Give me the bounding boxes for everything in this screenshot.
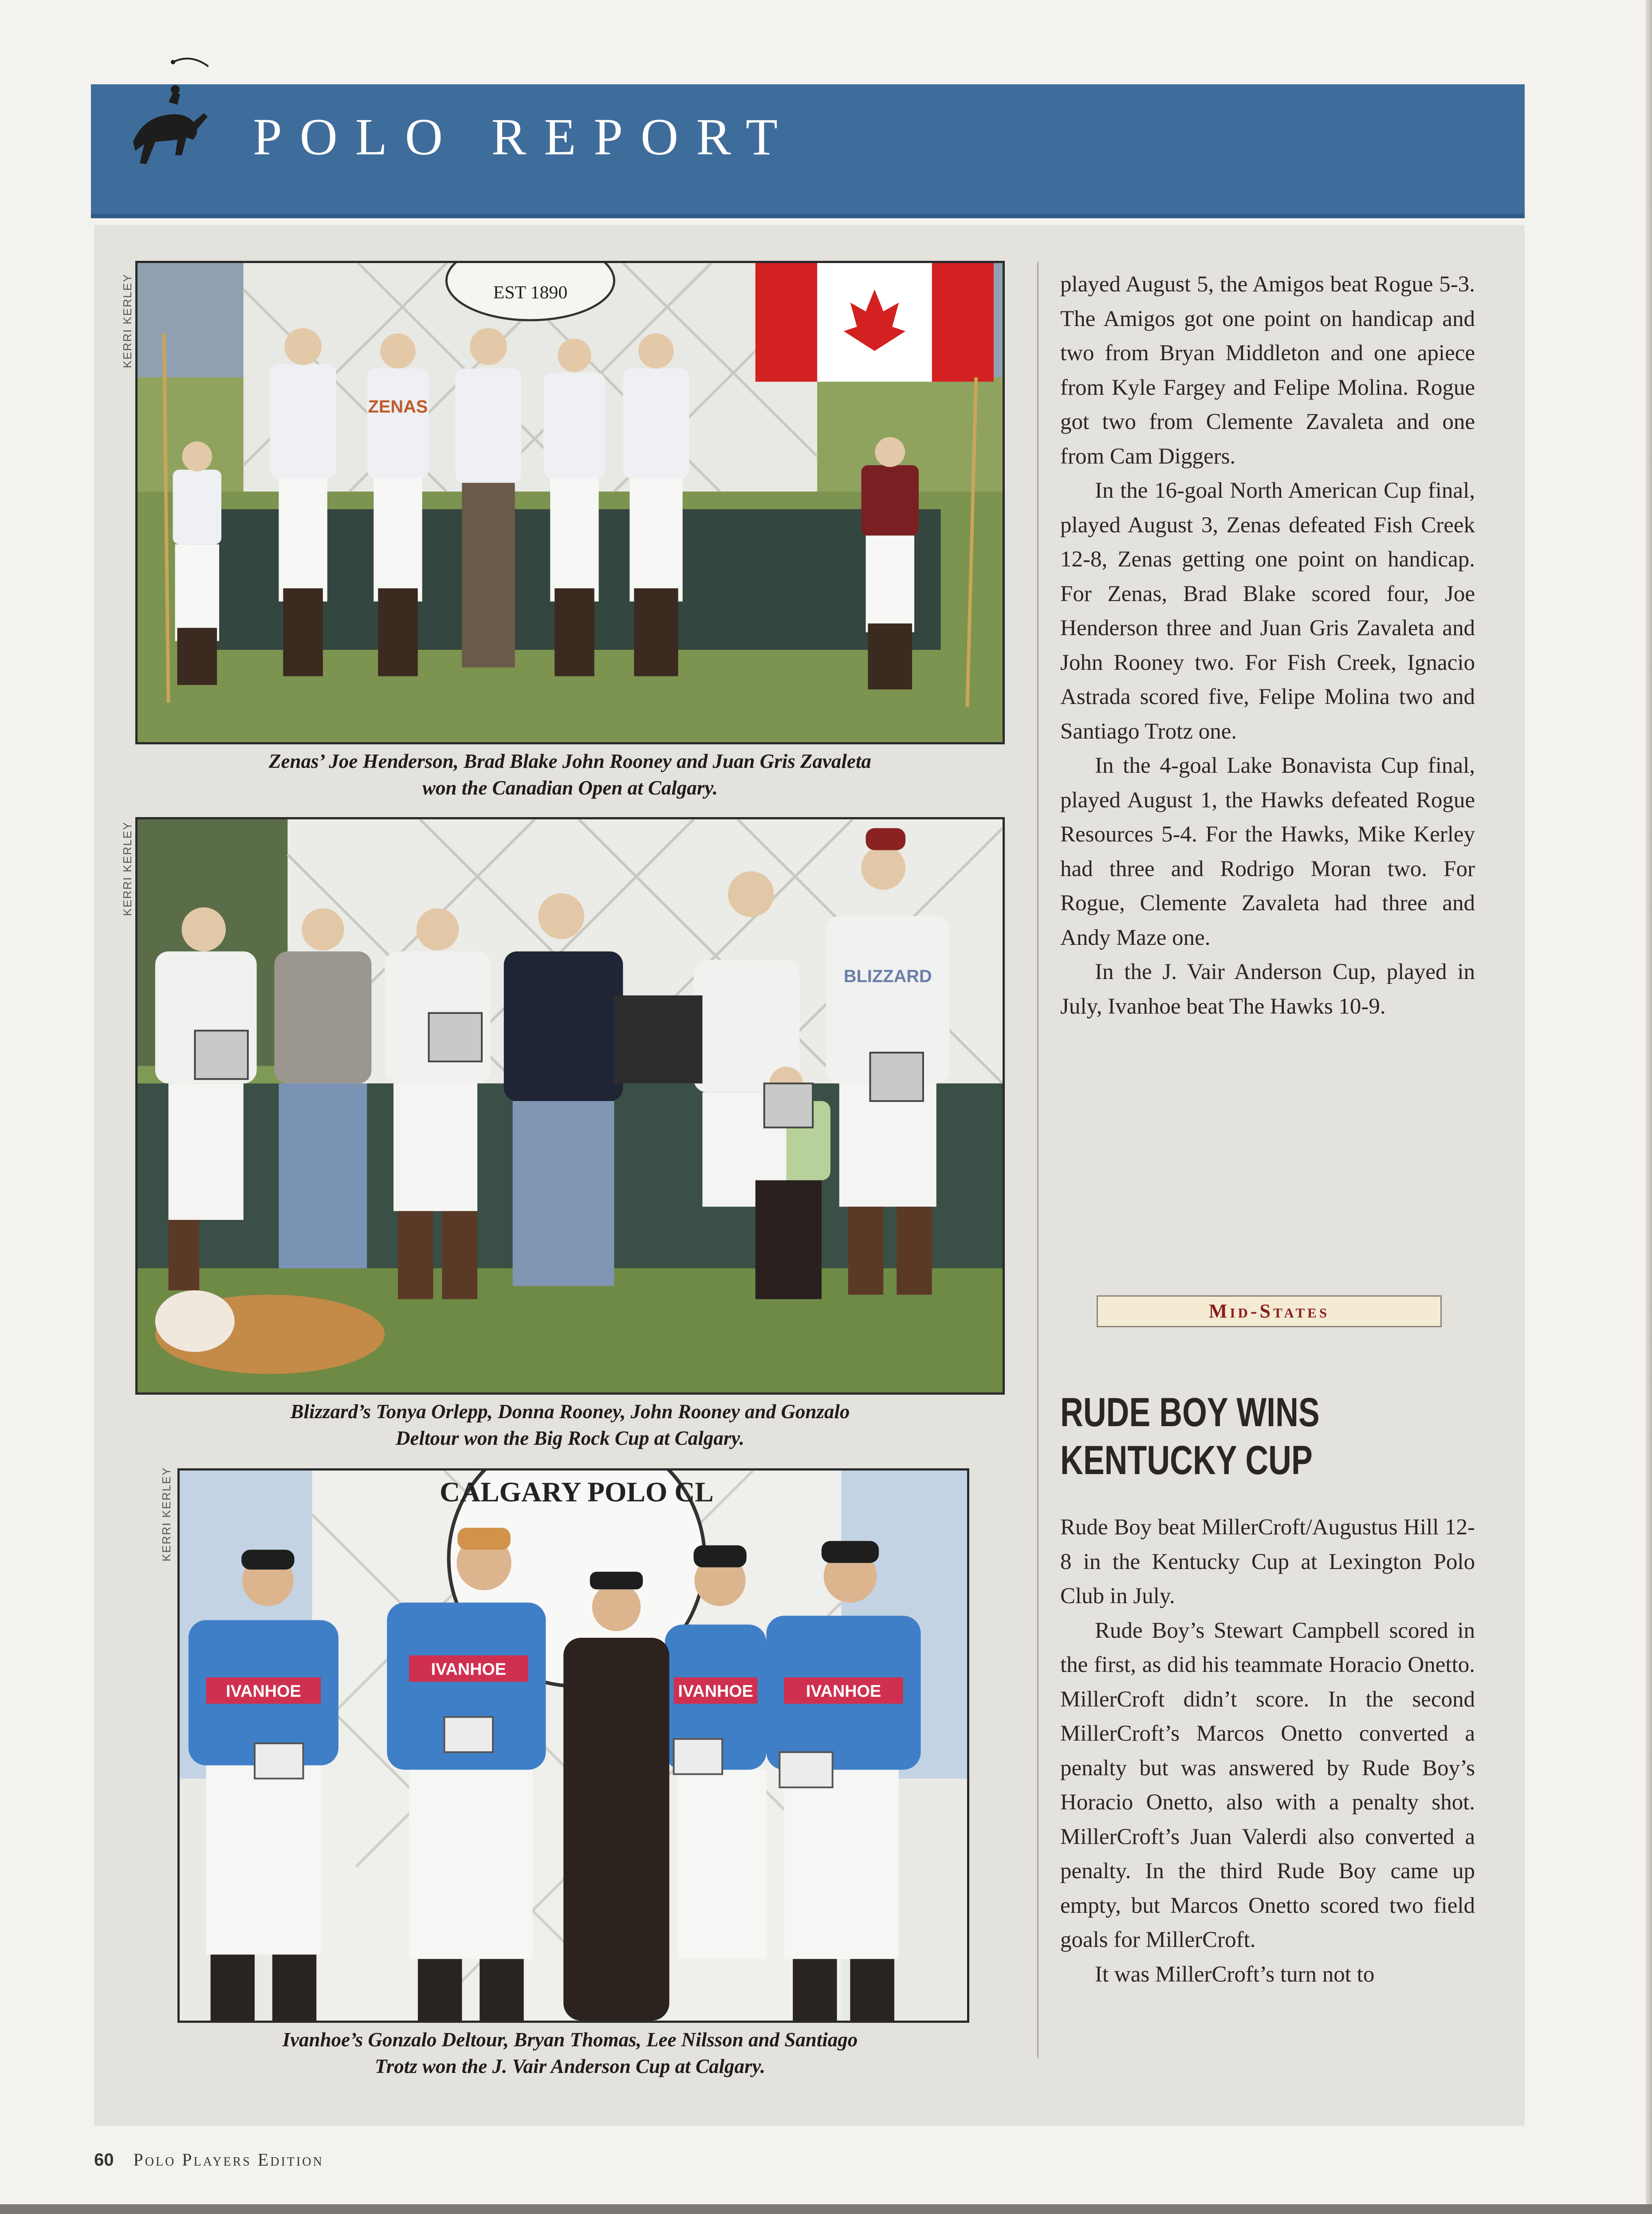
paragraph: In the J. Vair Anderson Cup, played in July, Ivanhoe beat The Hawks 10-9. [1060, 960, 1475, 1019]
paragraph: Rude Boy’s Stewart Campbell scored in the first, as did his teammate Horacio Onetto. MillerCroft didn’t score. In the second MillerCroft’s Marcos Onetto converted a penalty but was answered by Rude Boy’s Horacio Onetto, also with a penalty shot. MillerCroft’s Juan Valerdi also converted a penalty. In the third Rude Boy came up empty, but Marcos Onetto scored two field goals for MillerCroft. [1060, 1618, 1475, 1952]
page-edge [1646, 0, 1652, 2214]
photo-caption: Zenas’ Joe Henderson, Brad Blake John Rooney and Juan Gris Zavaleta won the Canadian Open at Calgary. [269, 750, 871, 799]
sign-text: EST 1890 [493, 282, 568, 303]
sign-text: CALGARY POLO CL [440, 1476, 714, 1508]
publication-name: Polo Players Edition [133, 2150, 324, 2170]
article-body [1060, 1510, 1475, 1992]
paragraph: Rude Boy beat MillerCroft/Augustus Hill 12-8 in the Kentucky Cup at Lexington Polo Club in July. [1060, 1515, 1475, 1608]
article-continued [1060, 267, 1475, 1024]
jersey-text: IVANHOE [678, 1681, 753, 1700]
photo-credit: KERRI KERLEY [160, 1467, 173, 1561]
photo-credit: KERRI KERLEY [121, 273, 134, 368]
paragraph: It was MillerCroft’s turn not to [1095, 1962, 1375, 1987]
jersey-text: ZENAS [368, 397, 428, 417]
jersey-text: BLIZZARD [843, 967, 932, 987]
jersey-text: IVANHOE [226, 1681, 301, 1700]
region-label: Mid-States [1097, 1295, 1442, 1327]
page-footer [94, 2149, 324, 2170]
paragraph: In the 4-goal Lake Bonavista Cup final, played August 1, the Hawks defeated Rogue Resources 5-4. For the Hawks, Mike Kerley had three and Rodrigo Moran two. For Rogue, Clemente Zavaleta had three and Andy Maze one. [1060, 753, 1475, 950]
photo-zenas-team [135, 261, 1005, 744]
jersey-text: IVANHOE [806, 1681, 881, 1700]
photo-credit: KERRI KERLEY [121, 821, 134, 916]
photo-caption: Blizzard’s Tonya Orlepp, Donna Rooney, John Rooney and Gonzalo Deltour won the Big Rock Cup at Calgary. [290, 1400, 850, 1449]
polo-horse-rider-icon [120, 49, 208, 191]
paragraph: In the 16-goal North American Cup final, played August 3, Zenas defeated Fish Creek 12-8, Zenas getting one point on handicap. For Zenas, Brad Blake scored four, Joe Henderson three and Juan Gris Zavaleta and John Rooney two. For Fish Creek, Ignacio Astrada scored five, Felipe Molina two and Santiago Trotz one. [1060, 478, 1475, 744]
section-title: POLO REPORT [253, 108, 795, 166]
paragraph: played August 5, the Amigos beat Rogue 5-3. The Amigos got one point on handicap and two from Bryan Middleton and one apiece from Kyle Fargey and Felipe Molina. Rogue got two from Clemente Zavaleta and one from Cam Diggers. [1060, 272, 1475, 469]
jersey-text: IVANHOE [431, 1660, 506, 1679]
photo-blizzard-team [135, 817, 1005, 1395]
page-number: 60 [94, 2150, 114, 2170]
scan-edge [0, 2204, 1652, 2214]
article-headline: RUDE BOY WINS KENTUCKY CUP [1060, 1390, 1320, 1483]
photo-ivanhoe-team [177, 1468, 969, 2023]
column-divider [1037, 262, 1038, 2058]
photo-caption: Ivanhoe’s Gonzalo Deltour, Bryan Thomas, Lee Nilsson and Santiago Trotz won the J. Vair Anderson Cup at Calgary. [282, 2029, 858, 2077]
